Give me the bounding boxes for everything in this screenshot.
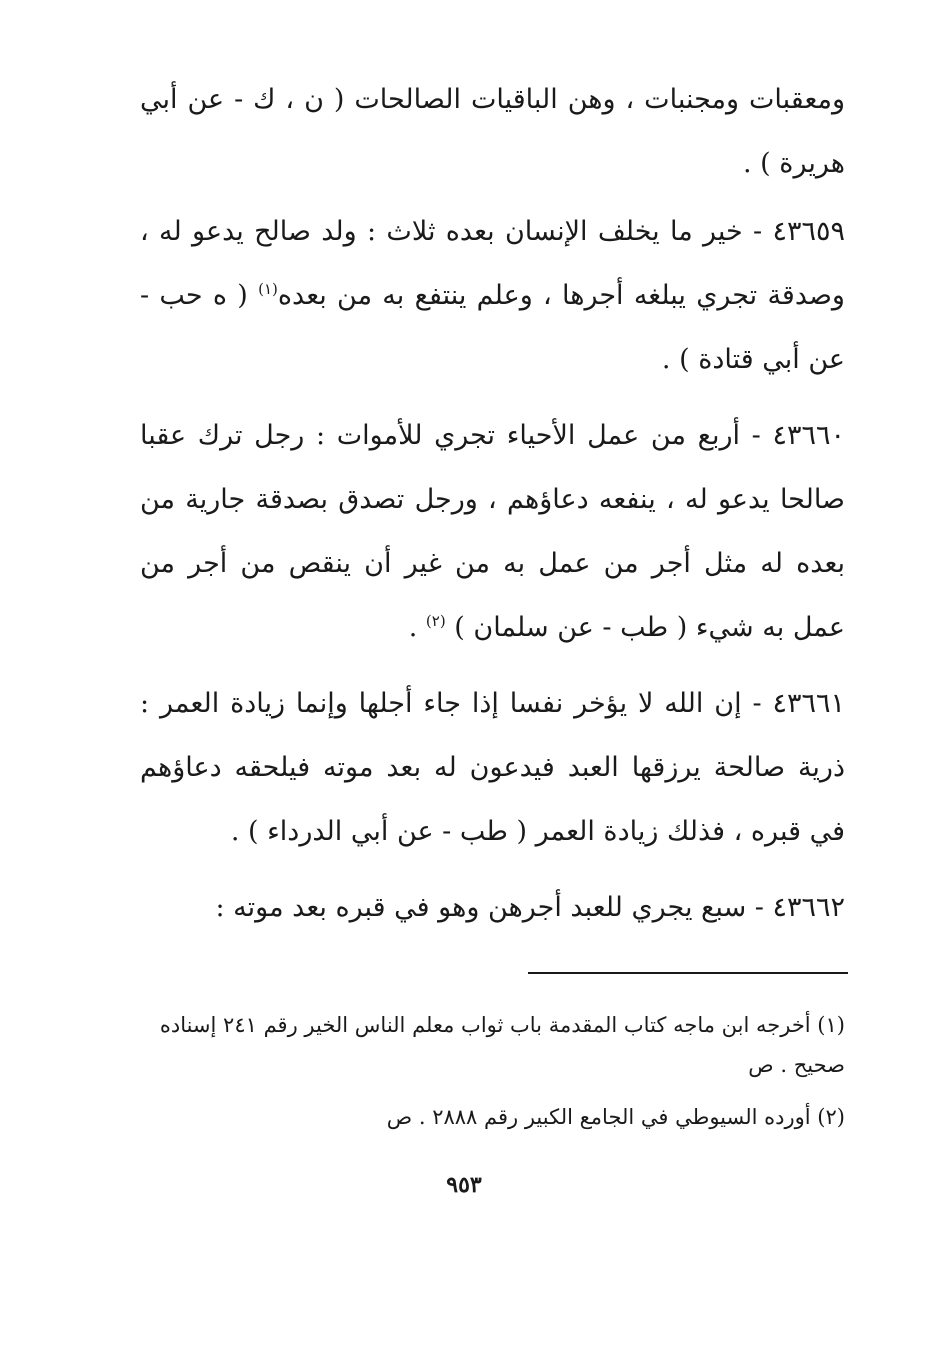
paragraph-text-after: .: [408, 612, 418, 643]
hadith-43661: [140, 672, 845, 864]
paragraph-text: ٤٣٦٥٩ - خير ما يخلف الإنسان بعده ثلاث : ولد صالح يدعو له ، وصدقة تجري يبلغه أجرها ، وعلم ينتفع به من بعده: [140, 216, 845, 311]
page-number: ٩٥٣: [446, 1172, 482, 1198]
footnote-1: (١) أخرجه ابن ماجه كتاب المقدمة باب ثواب معلم الناس الخير رقم ٢٤١ إسناده صحيح . ص: [159, 1013, 845, 1077]
paragraph-text: ٤٣٦٦٠ - أربع من عمل الأحياء تجري للأموات : رجل ترك عقبا صالحا يدعو له ، ينفعه دعاؤهم ، ورجل تصدق بصدقة جارية من بعده له مثل أجر من عمل به من غير أن ينقص من أجر من عمل به شيء ( طب - عن سلمان ): [140, 420, 845, 643]
footnotes: [140, 1005, 845, 1149]
paragraph-text: ومعقبات ومجنبات ، وهن الباقيات الصالحات ( ن ، ك - عن أبي هريرة ) .: [140, 84, 845, 179]
footnote-marker-2[interactable]: (٢): [425, 612, 446, 630]
hadith-43662: [140, 876, 845, 940]
paragraph-text-after: ( ه حب - عن أبي قتادة ) .: [140, 280, 845, 375]
hadith-43659: [140, 200, 845, 392]
hadith-43660: [140, 404, 845, 660]
footnote-marker-1[interactable]: (١): [258, 280, 278, 298]
paragraph-text: ٤٣٦٦١ - إن الله لا يؤخر نفسا إذا جاء أجلها وإنما زيادة العمر : ذرية صالحة يرزقها العبد فيدعون له بعد موته فيلحقه دعاؤهم في قبره ، فذلك زيادة العمر ( طب - عن أبي الدرداء ) .: [140, 688, 845, 847]
paragraph-text: ٤٣٦٦٢ - سبع يجري للعبد أجرهن وهو في قبره بعد موته :: [215, 892, 845, 923]
paragraph-continuation: [140, 68, 845, 196]
footnote-separator: [528, 972, 848, 974]
footnote-2: (٢) أورده السيوطي في الجامع الكبير رقم ٢٨٨٨ . ص: [386, 1105, 845, 1129]
